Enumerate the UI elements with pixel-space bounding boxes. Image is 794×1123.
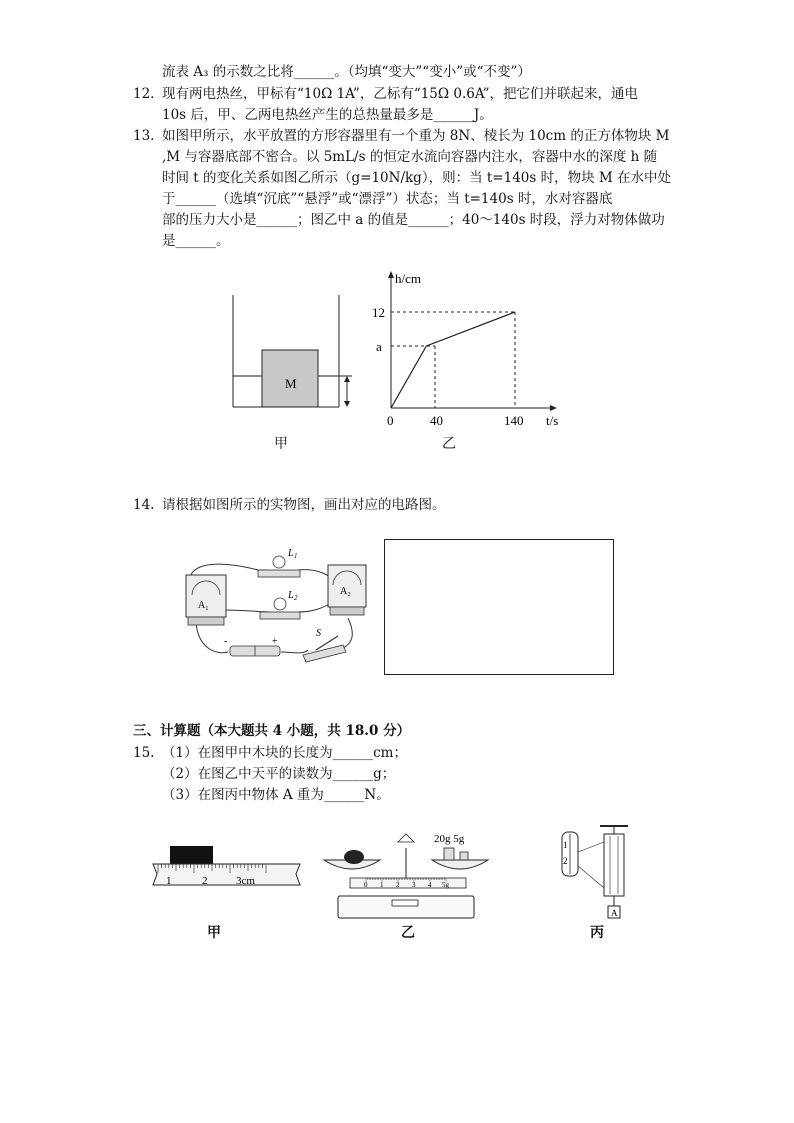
x-tick-0: 0 [387, 413, 394, 428]
q15-line-3: （3）在图丙中物体 A 重为______N。 [162, 787, 390, 803]
q13-fig-yi-caption: 乙 [442, 436, 456, 452]
ammeter-a1-base [188, 617, 224, 625]
ruler-tick-2: 2 [202, 875, 208, 887]
q12-line-1: 现有两电热丝，甲标有“10Ω 1A”，乙标有“15Ω 0.6A”，把它们并联起来，通电 [162, 86, 639, 102]
beam-tick-5g: 5g [442, 881, 449, 889]
x-tick-140: 140 [504, 413, 524, 428]
battery-plus: + [272, 636, 278, 647]
q15-line-2: （2）在图乙中天平的读数为______g； [162, 766, 396, 782]
inset-pointer-line [578, 866, 604, 888]
inset-tick-1: 1 [563, 840, 568, 850]
lamp-l2-bulb [274, 598, 286, 610]
inset-pointer-line [578, 842, 604, 852]
lamp-l2-label: L [288, 590, 294, 601]
switch-label: S [316, 628, 321, 639]
q15-fig-yi-caption: 乙 [401, 925, 415, 941]
weights-label: 20g 5g [434, 833, 465, 845]
beam-tick-4: 4 [428, 881, 432, 889]
y-tick-12: 12 [372, 305, 385, 320]
q15-fig-bing-caption: 丙 [590, 925, 604, 941]
container-figure [228, 290, 358, 415]
lamp-l2-base [260, 612, 300, 619]
lamp-l2-sub: 2 [294, 594, 298, 602]
x-tick-40: 40 [430, 413, 443, 428]
q15-line-1: （1）在图甲中木块的长度为______cm； [162, 745, 407, 761]
y-tick-a: a [376, 339, 382, 354]
x-axis-label: t/s [546, 413, 559, 428]
physical-circuit-figure [178, 540, 378, 670]
lamp-l1-base [258, 570, 300, 577]
q14-number: 14. [133, 497, 155, 513]
h-t-graph [368, 268, 568, 433]
balance-base [338, 896, 474, 918]
q13-fig-jia-caption: 甲 [274, 436, 288, 452]
q13-line-4: 于______（选填“沉底”“悬浮”或“漂浮”）状态；当 t=140s 时，水对容器底 [162, 191, 613, 207]
q13-line-1: 如图甲所示，水平放置的方形容器里有一个重为 8N、棱长为 10cm 的正方体物块 M [162, 128, 670, 144]
object-a-label: A [611, 908, 618, 918]
wire [338, 618, 352, 650]
q12-number: 12. [133, 86, 155, 102]
beam-tick-3: 3 [412, 881, 416, 889]
section3-title: 三、计算题（本大题共 4 小题，共 18.0 分） [133, 723, 411, 739]
ammeter-a1-label: A₁ [198, 600, 209, 611]
inset-tick-2: 2 [563, 856, 568, 866]
pointer-scale [398, 834, 414, 842]
right-pan [432, 860, 488, 869]
depth-arrow-top [344, 376, 350, 382]
lamp-l1-label: L [288, 548, 294, 559]
q13-line-3: 时间 t 的变化关系如图乙所示（g=10N/kg），则：当 t=140s 时，物块 M 在水中处 [162, 170, 671, 186]
ruler-figure [150, 840, 305, 895]
block-m-label: M [285, 376, 297, 391]
y-axis-label: h/cm [395, 271, 421, 286]
q15-fig-jia-caption: 甲 [207, 925, 221, 941]
lamp-l1-sub: 1 [294, 552, 298, 560]
q11-continuation: 流表 A₃ 的示数之比将______。（均填“变大”“变小”或“不变”） [162, 64, 531, 80]
base-plate [392, 900, 418, 906]
q13-line-6: 是______。 [162, 233, 230, 249]
lamp-l1-bulb [273, 556, 285, 568]
beam-tick-0: 0 [364, 881, 368, 889]
q13-line-2: ,M 与容器底部不密合。以 5mL/s 的恒定水流向容器内注水，容器中水的深度 h 随 [162, 149, 658, 165]
q15-number: 15. [133, 745, 155, 761]
wood-block [170, 846, 213, 864]
spring-scale-figure [558, 822, 633, 922]
weight-20g [444, 848, 454, 860]
q12-line-2: 10s 后，甲、乙两电热丝产生的总热量最多是______J。 [162, 107, 493, 123]
q14-text: 请根据如图所示的实物图，画出对应的电路图。 [162, 497, 446, 513]
q13-number: 13. [133, 128, 155, 144]
circuit-drawing-box[interactable] [384, 539, 614, 675]
wire [281, 650, 308, 653]
battery-minus: - [224, 636, 228, 647]
beam-tick-1: 1 [380, 881, 384, 889]
q13-line-5: 部的压力大小是______；图乙中 a 的值是______；40～140s 时段，浮力对物体做功 [162, 212, 665, 228]
ruler-tick-3cm: 3cm [236, 875, 255, 887]
depth-arrow-bottom [344, 401, 350, 407]
beam-tick-2: 2 [396, 881, 400, 889]
ammeter-a2-label: A₂ [340, 586, 351, 597]
object-on-pan [344, 850, 364, 864]
weight-5g [460, 852, 468, 860]
h-t-series-line [391, 312, 515, 408]
switch-base [303, 645, 346, 662]
balance-figure [320, 830, 495, 925]
ammeter-a2-base [330, 607, 364, 615]
spring-scale-body [604, 834, 624, 896]
ruler-tick-1: 1 [166, 875, 172, 887]
